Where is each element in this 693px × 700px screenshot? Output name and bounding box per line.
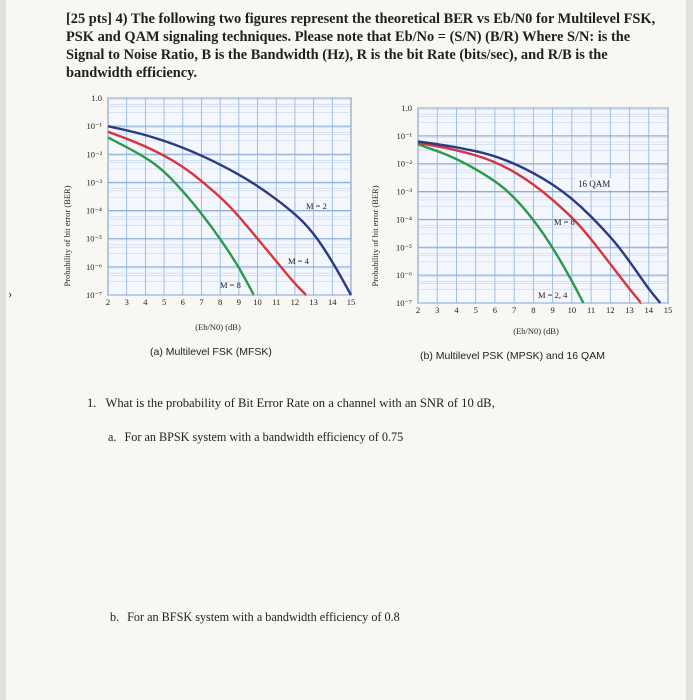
chart-a-y-tick-label: 10⁻⁷ <box>86 290 102 300</box>
chart-a-y-tick-label: 10⁻² <box>86 149 102 160</box>
chart-b-x-ticks <box>416 305 672 315</box>
question-1b <box>110 610 400 625</box>
chart-a-x-tick-label: 14 <box>328 297 337 307</box>
question-1b-text: For an BFSK system with a bandwidth efficiency of 0.8 <box>127 610 400 624</box>
chart-b-y-tick-label: 10⁻¹ <box>396 130 412 141</box>
chart-a-y-tick-label: 1.0 <box>91 93 102 103</box>
question-1a-letter: a. <box>108 430 117 444</box>
chart-a-y-tick-label: 10⁻³ <box>86 177 102 188</box>
chart-a-x-tick-label: 10 <box>253 297 262 307</box>
chart-a-x-tick-label: 13 <box>309 297 318 307</box>
chart-a-label-m8: M = 8 <box>220 280 241 290</box>
chart-b-y-tick-label: 10⁻⁴ <box>396 214 412 225</box>
chart-a-x-tick-label: 12 <box>290 297 300 307</box>
chart-a-x-tick-label: 4 <box>143 297 148 307</box>
chart-b-x-tick-label: 10 <box>567 305 577 315</box>
chart-b-mpsk-qam <box>366 88 686 348</box>
chart-a-x-tick-label: 8 <box>218 297 223 307</box>
chart-b-label-m24: M = 2, 4 <box>538 290 568 300</box>
chart-a-x-ticks <box>106 297 355 307</box>
chart-a-y-tick-label: 10⁻¹ <box>86 121 102 132</box>
chart-b-y-tick-label: 10⁻⁵ <box>396 242 412 253</box>
chart-b-y-ticks <box>396 103 412 308</box>
chart-b-caption: (b) Multilevel PSK (MPSK) and 16 QAM <box>420 350 605 362</box>
chart-b-y-tick-label: 10⁻² <box>396 158 412 169</box>
chart-a-y-tick-label: 10⁻⁵ <box>86 233 102 244</box>
question-1-text: What is the probability of Bit Error Rate on a channel with an SNR of 10 dB, <box>105 396 495 410</box>
chart-a-caption: (a) Multilevel FSK (MFSK) <box>150 346 272 358</box>
chart-b-x-tick-label: 5 <box>473 305 478 315</box>
chart-b-x-tick-label: 8 <box>531 305 536 315</box>
chart-a-x-tick-label: 9 <box>236 297 241 307</box>
chart-a-x-tick-label: 15 <box>346 297 356 307</box>
chart-b-ylabel: Probability of bit error (BER) <box>370 185 380 287</box>
chart-b-x-tick-label: 12 <box>606 305 615 315</box>
question-1a <box>108 430 403 445</box>
chart-b-x-tick-label: 15 <box>663 305 673 315</box>
chart-a-y-tick-label: 10⁻⁴ <box>86 205 102 216</box>
question-1-number: 1. <box>87 396 97 410</box>
question-1a-text: For an BPSK system with a bandwidth efficiency of 0.75 <box>124 430 404 444</box>
chart-b-y-tick-label: 10⁻³ <box>396 186 412 197</box>
chart-b-xlabel: (Eb/N0) (dB) <box>513 326 559 336</box>
chart-b-label-16qam: 16 QAM <box>578 179 611 189</box>
chart-b-x-tick-label: 7 <box>512 305 517 315</box>
chart-a-label-m4: M = 4 <box>288 256 309 266</box>
chart-a-mfsk <box>58 88 358 338</box>
chart-a-y-ticks <box>86 93 102 300</box>
chart-b-x-tick-label: 2 <box>415 305 421 315</box>
page-side-arrow: › <box>8 286 13 301</box>
chart-a-x-tick-label: 3 <box>124 297 129 307</box>
chart-a-label-m2: M = 2 <box>306 201 327 211</box>
chart-b-y-tick-label: 10⁻⁷ <box>396 298 412 308</box>
question-1b-letter: b. <box>110 610 120 624</box>
question-intro-text: The following two figures represent the theoretical BER vs Eb/N0 for Multilevel FSK, PSK and QAM signaling techniques. Please note that Eb/No = (S/N) (B/R) Where S/N: is the Signal to Noise Ratio, B is the Bandwidth (Hz), R is the bit Rate (bits/sec), and R/B is the bandwidth efficiency. <box>66 11 656 81</box>
chart-b-x-tick-label: 6 <box>492 305 498 315</box>
chart-b-x-tick-label: 11 <box>586 305 596 315</box>
question-1 <box>87 396 495 411</box>
chart-a-x-tick-label: 11 <box>272 297 281 307</box>
chart-b-x-tick-label: 14 <box>644 305 654 315</box>
chart-a-y-tick-label: 10⁻⁶ <box>86 261 102 272</box>
chart-b-y-tick-label: 1.0 <box>401 103 412 113</box>
points-label: [25 pts] <box>66 11 112 27</box>
question-intro <box>66 10 672 82</box>
question-number: 4) <box>115 11 128 27</box>
chart-b-y-tick-label: 10⁻⁶ <box>396 270 412 281</box>
chart-b-label-m8: M = 8 <box>554 217 575 227</box>
chart-a-x-tick-label: 6 <box>180 297 185 307</box>
chart-b-x-tick-label: 9 <box>550 305 555 315</box>
chart-a-x-tick-label: 2 <box>105 297 111 307</box>
chart-b-x-tick-label: 13 <box>625 305 634 315</box>
chart-a-x-tick-label: 5 <box>161 297 167 307</box>
chart-b-x-tick-label: 3 <box>435 305 440 315</box>
chart-b-x-tick-label: 4 <box>454 305 459 315</box>
chart-a-x-tick-label: 7 <box>199 297 204 307</box>
chart-a-ylabel: Probability of bit error (BER) <box>62 185 72 287</box>
chart-a-xlabel: (Eb/N0) (dB) <box>195 322 241 332</box>
